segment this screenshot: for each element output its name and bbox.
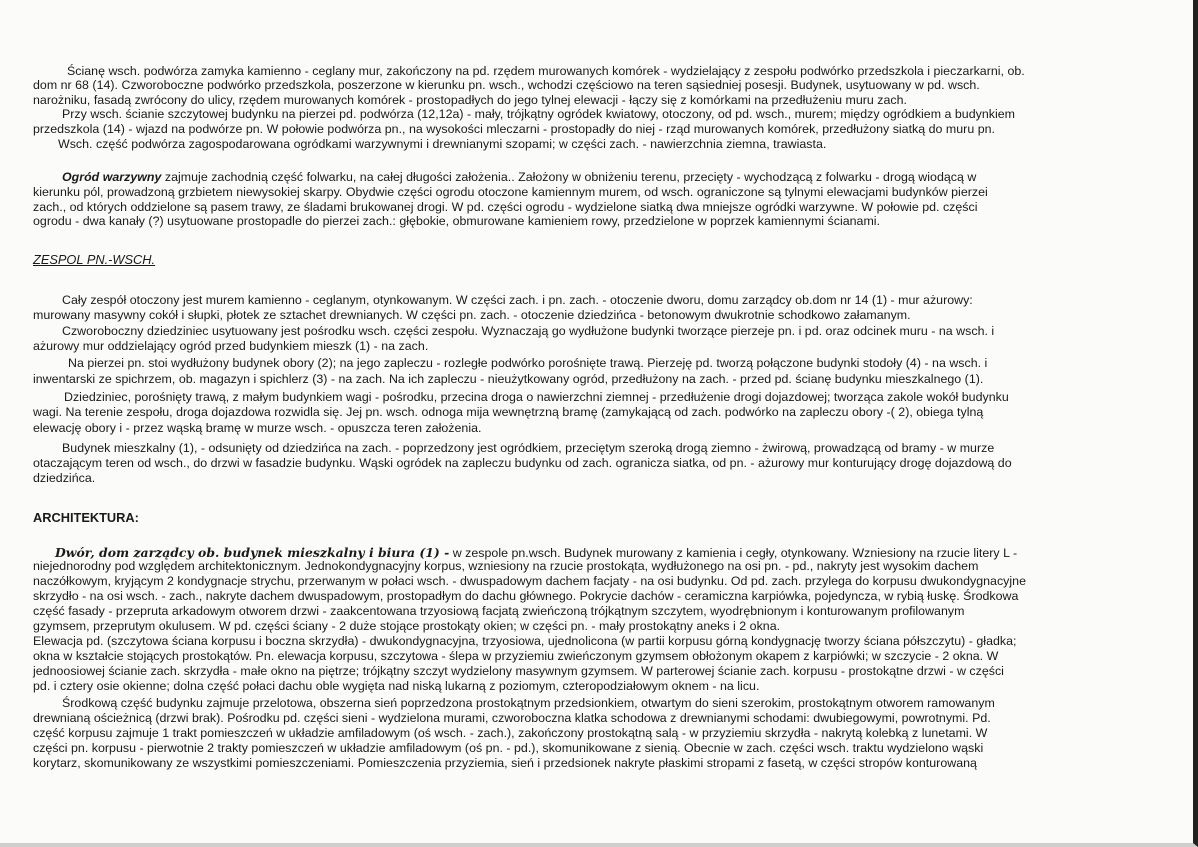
text-line: naczółkowym, kryjącym 2 kondygnacje strychu, przerwanym w połaci wsch. - dwuspadowym dachem facjaty - na osi budynku. Od pd. zach. przylega do korpusu dwukondygnacyjne bbox=[33, 574, 1026, 588]
text-line: przedszkola (14) - wjazd na podwórze pn. W połowie podwórza pn., na wysokości mleczarni - prostopadły do niej - rząd murowanych komórek, przedłużony siatką do muru pn. bbox=[33, 122, 995, 136]
text-line bbox=[62, 170, 976, 185]
text-line: części pn. korpusu - pierwotnie 2 trakty pomieszczeń w układzie amfiladowym (oś pn. - pd.), skomunikowane z sienią. Obecnie w zach. części wsch. traktu wydzielono wąski bbox=[33, 741, 984, 755]
section-lead-term: Dwór, dom zarządcy ob. budynek mieszkalny i biura (1) - bbox=[55, 545, 450, 560]
section-lead-term: Ogród warzywny bbox=[62, 170, 162, 184]
text-line: Cały zespół otoczony jest murem kamienno - ceglanym, otynkowanym. W części zach. i pn. zach. - otoczenie dworu, domu zarządcy ob.dom nr 14 (1) - mur ażurowy: bbox=[62, 293, 973, 307]
text-line: Budynek mieszkalny (1), - odsunięty od dziedzińca na zach. - poprzedzony jest ogródkiem, przeciętym szeroką drogą ziemno - żwirową, prowadzącą od bramy - w murze bbox=[62, 441, 995, 455]
text-line: Dziedziniec, porośnięty trawą, z małym budynkiem wagi - pośrodku, przecina droga o nawierzchni ziemnej - przedłużenie drogi dojazdowej; tworząca zakole wokół budynku bbox=[64, 390, 1009, 404]
text-line: zach., od których oddzielone są pasem trawy, ze śladami brukowanej drogi. W pd. części ogrodu - wydzielone siatką dwa mniejsze ogródki warzywne. W połowie pd. części bbox=[33, 200, 978, 214]
text-line: Elewacja pd. (szczytowa ściana korpusu i boczna skrzydła) - dwukondygnacyjna, trzyosiowa, ujednolicona (w partii korpusu górną kondygnację tworzy ściana półszczytu) - gładka; bbox=[33, 634, 1017, 648]
text-line: Na pierzei pn. stoi wydłużony budynek obory (2); na jego zapleczu - rozległe podwórko porośnięte trawą. Pierzeję pd. tworzą połączone budynki stodoły (4) - na wsch. i bbox=[68, 356, 988, 370]
text-line: Wsch. część podwórza zagospodarowana ogródkami warzywnymi i drewnianymi szopami; w części zach. - nawierzchnia ziemna, trawiasta. bbox=[58, 137, 827, 151]
text-line: kierunku pól, prowadzoną grzbietem niewysokiej skarpy. Obydwie części ogrodu otoczone kamiennym murem, od wsch. ograniczone są tylnymi elewacjami budynków pierzei bbox=[33, 185, 988, 199]
text-line: Przy wsch. ścianie szczytowej budynku na pierzei pd. podwórza (12,12a) - mały, trójkątny ogródek kwiatowy, otoczony, od pd. wsch., murem; między ogródkiem a budynkiem bbox=[62, 107, 1015, 121]
text-line: inwentarski ze spichrzem, ob. magazyn i spichlerz (3) - na zach. Na ich zapleczu - nieużytkowany ogród, przedłużony na zach. - przed pd. ścianę budynku mieszkalnego (1). bbox=[33, 372, 984, 386]
text-line: murowany masywny cokół i słupki, płotek ze sztachet drewnianych. W części pn. zach. - otoczenie dziedzińca - betonowym dwukrotnie schodkowo załamanym. bbox=[33, 308, 911, 322]
text-line: skrzydło - na osi wsch. - zach., nakryte dachem dwuspadowym, prostopadłym do dachu głównego. Pokrycie dachów - ceramiczna karpiówka, pojedyncza, w rybią łuskę. Środkowa bbox=[33, 589, 1019, 603]
text-run: zajmuje zachodnią część folwarku, na całej długości założenia.. Założony w obniżeniu terenu, przecięty - wychodzącą z folwarku - drogą wiodącą w bbox=[161, 170, 977, 184]
text-line: elewację obory i - przez wąską bramę w murze wsch. - opuszcza teren założenia. bbox=[33, 421, 482, 435]
text-line: dom nr 68 (14). Czworoboczne podwórko przedszkola, poszerzone w kierunku pn. wsch., wchodzi częściowo na teren sąsiedniej posesji. Budynek, usytuowany w pd. wsch. bbox=[33, 78, 980, 92]
text-line: Środkową część budynku zajmuje przelotowa, obszerna sień poprzedzona prostokątnym przedsionkiem, otwartym do sieni szerokim, prostokątnym otworem ramowanym bbox=[62, 696, 995, 710]
section-heading: ZESPOL PN.-WSCH. bbox=[33, 252, 156, 267]
text-run: w zespole pn.wsch. Budynek murowany z kamienia i cegły, otynkowany. Wzniesiony na rzucie litery L - bbox=[449, 546, 1018, 560]
text-line: ogrodu - dwa kanały (?) usytuowane prostopadle do pierzei zach.: głębokie, obmurowane kamieniem rowy, przedzielone w poprzek kamiennymi ścianami. bbox=[33, 214, 881, 228]
text-line: niejednorodny pod względem architektonicznym. Jednokondygnacyjny korpus, wzniesiony na rzucie prostokąta, wydłużonego na osi pn. - pd., nakryty jest wysokim dachem bbox=[33, 559, 979, 573]
text-line: jednoosiowej ścianie zach. skrzydła - małe okno na piętrze; trójkątny szczyt wydzielony masywnym gzymsem. W parterowej ścianie zach. korpusu - prostokątne drzwi - w części bbox=[33, 664, 1004, 678]
text-line: wagi. Na terenie zespołu, droga dojazdowa rozwidla się. Jej pn. wsch. odnoga mija wewnętrzną bramę (zamykającą od zach. podwórko na zapleczu obory -( 2), obiega tylną bbox=[33, 405, 984, 419]
text-line: gzymsem, przeprutym okulusem. W pd. części ściany - 2 duże stojące prostokąty okien; w części pn. - mały prostokątny aneks i 2 okna. bbox=[33, 619, 781, 633]
text-line: otaczającym teren od wsch., do drzwi w fasadzie budynku. Wąski ogródek na zapleczu budynku od zach. ogranicza siatka, od pn. - ażurowy mur konturujący drogę dojazdową do bbox=[33, 456, 1012, 470]
text-line: pd. i cztery osie okienne; dolna część połaci dachu oble wygięta nad niską lukarną z poziomym, czteropodziałowym oknem - na licu. bbox=[33, 679, 760, 693]
text-line: dziedzińca. bbox=[33, 471, 96, 485]
text-line: ażurowy mur oddzielający ogród przed budynkiem mieszk (1) - na zach. bbox=[33, 339, 429, 353]
text-line: część korpusu zajmuje 1 trakt pomieszczeń w układzie amfiladowym (oś wsch. - zach.), zakończony prostokątną salą - w przyziemiu skrzydła - nakrytą kolebką z lunetami. W bbox=[33, 726, 988, 740]
section-heading: ARCHITEKTURA: bbox=[33, 510, 139, 525]
text-line: drewnianą ościeżnicą (drzwi brak). Pośrodku pd. części sieni - wydzielona murami, czworoboczna klatka schodowa z drewnianymi schodami: dwubiegowymi, powrotnymi. Pd. bbox=[33, 711, 991, 725]
text-line: część fasady - przepruta arkadowym otworem drzwi - zaakcentowana trzyosiową facjatą zwieńczoną trójkątnym szczytem, wyodrębnionym i konturowanym profilowanym bbox=[33, 604, 965, 618]
text-line: Czworoboczny dziedziniec usytuowany jest pośrodku wsch. części zespołu. Wyznaczają go wydłużone budynki tworzące pierzeje pn. i pd. oraz odcinek muru - na wsch. i bbox=[62, 324, 995, 338]
text-line: korytarz, skomunikowany ze wszystkimi pomieszczeniami. Pomieszczenia przyziemia, sień i przedsionek nakryte płaskimi stropami z fasetą, w części stropów konturowaną bbox=[33, 756, 977, 770]
text-line: Ścianę wsch. podwórza zamyka kamienno - ceglany mur, zakończony na pd. rzędem murowanych komórek - wydzielający z zespołu podwórko przedszkola i pieczarkarni, ob. bbox=[67, 64, 1025, 78]
text-line: narożniku, fasadą zwrócony do ulicy, rzędem murowanych komórek - prostopadłych do jego tylnej elewacji - łączy się z komórkami na przedłużeniu muru zach. bbox=[33, 93, 908, 107]
text-line: okna w kształcie stojących prostokątów. Pn. elewacja korpusu, szczytowa - ślepa w przyziemiu zwieńczonym gzymsem obłożonym okapem z karpiówki; w szczycie - 2 okna. W bbox=[33, 649, 999, 663]
